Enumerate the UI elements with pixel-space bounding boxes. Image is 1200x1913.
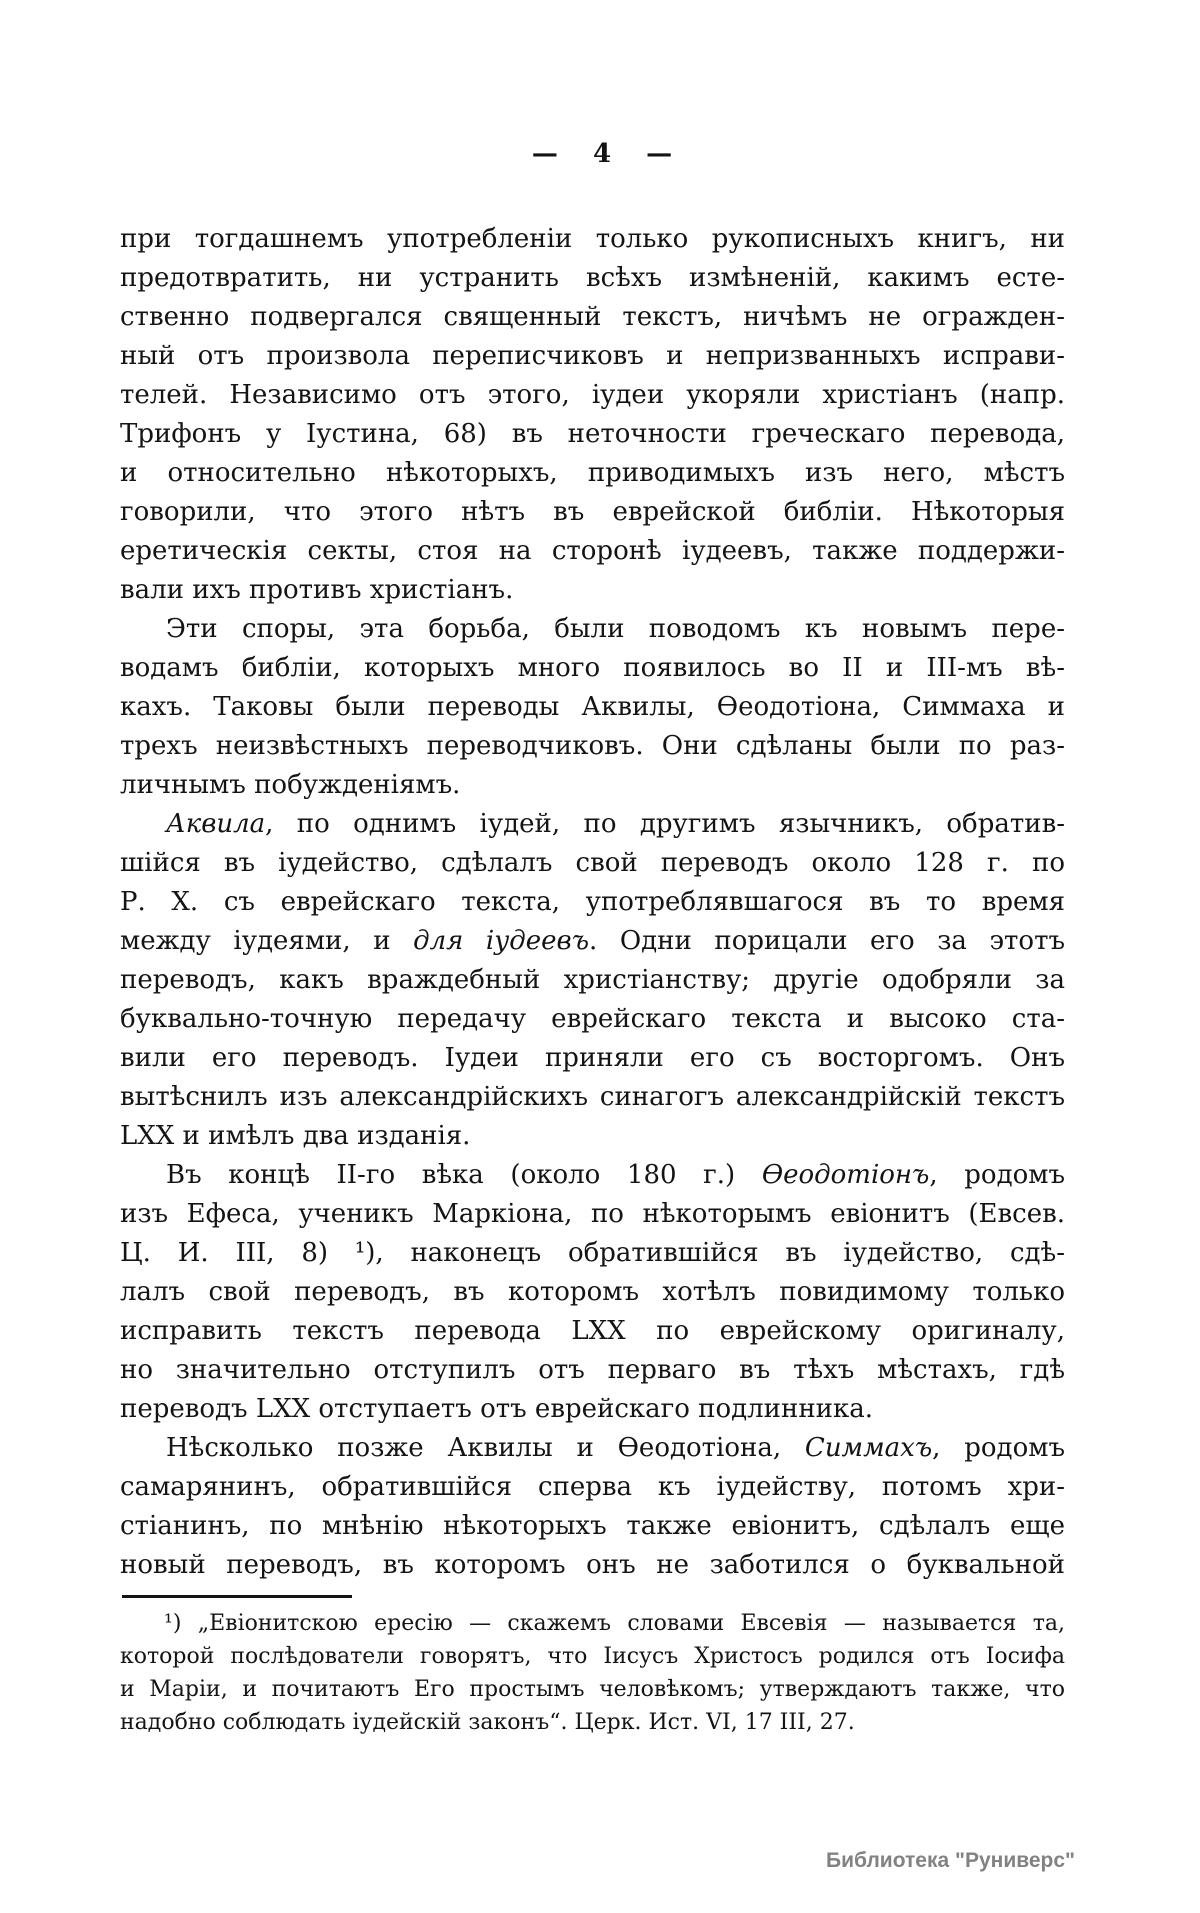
text-line: личнымъ побужденіямъ. bbox=[120, 770, 461, 800]
text-line: исправить текстъ перевода LXX по еврейскому оригиналу, bbox=[120, 1316, 1065, 1346]
text-segment: , родомъ bbox=[929, 1160, 1065, 1190]
footnote-line: и Маріи, и почитаютъ Его простымъ человѣкомъ; утверждаютъ также, что bbox=[120, 1677, 1065, 1702]
footnote-line: надобно соблюдать іудейскій законъ“. Церк. Ист. VI, 17 III, 27. bbox=[120, 1710, 855, 1735]
text-line: но значительно отступилъ отъ перваго въ тѣхъ мѣстахъ, гдѣ bbox=[120, 1355, 1065, 1385]
text-line: вытѣснилъ изъ александрійскихъ синагогъ александрійскій текстъ bbox=[120, 1082, 1065, 1112]
text-line: еретическія секты, стоя на сторонѣ іудеевъ, также поддержи- bbox=[120, 536, 1065, 566]
paragraph-3 bbox=[120, 805, 1065, 1156]
text-line: говорили, что этого нѣтъ въ еврейской библіи. Нѣкоторыя bbox=[120, 497, 1065, 527]
italic-term: для іудеевъ bbox=[413, 926, 590, 956]
text-line: Ц. И. III, 8) ¹), наконецъ обратившійся въ іудейство, сдѣ- bbox=[120, 1238, 1065, 1268]
text-segment: , по однимъ іудей, по другимъ язычникъ, обратив- bbox=[265, 809, 1065, 839]
text-segment: Нѣсколько позже Аквилы и Ѳеодотіона, bbox=[166, 1433, 805, 1463]
italic-term: Ѳеодотіонъ bbox=[761, 1160, 930, 1190]
text-line bbox=[120, 922, 1065, 961]
text-line: водамъ библіи, которыхъ много появилось во II и III-мъ вѣ- bbox=[120, 653, 1065, 683]
text-segment: , родомъ bbox=[932, 1433, 1065, 1463]
library-watermark: Библиотека "Руниверс" bbox=[826, 1849, 1076, 1872]
italic-term: Аквила bbox=[166, 809, 266, 839]
text-line bbox=[120, 1429, 1065, 1468]
text-line bbox=[120, 1156, 1065, 1195]
text-line: трехъ неизвѣстныхъ переводчиковъ. Они сдѣланы были по раз- bbox=[120, 731, 1065, 761]
page-number: — 4 — bbox=[531, 139, 674, 169]
footnote-line: ¹) „Евіонитскою ересію — скажемъ словами Евсевія — называется та, bbox=[164, 1611, 1065, 1636]
text-line: при тогдашнемъ употребленіи только рукописныхъ книгъ, ни bbox=[120, 224, 1065, 254]
text-line: LXX и имѣлъ два изданія. bbox=[120, 1121, 471, 1151]
text-line: изъ Ефеса, ученикъ Маркіона, по нѣкоторымъ евіонитъ (Евсев. bbox=[120, 1199, 1065, 1229]
text-segment: между іудеями, и bbox=[120, 926, 414, 956]
text-segment: . Одни порицали его за этотъ bbox=[589, 926, 1066, 956]
text-line: стіанинъ, по мнѣнію нѣкоторыхъ также евіонитъ, сдѣлалъ еще bbox=[120, 1511, 1065, 1541]
text-line: Эти споры, эта борьба, были поводомъ къ новымъ пере- bbox=[166, 614, 1065, 644]
text-line: предотвратить, ни устранить всѣхъ измѣненій, какимъ есте- bbox=[120, 263, 1065, 293]
text-line: вили его переводъ. Іудеи приняли его съ восторгомъ. Онъ bbox=[120, 1043, 1065, 1073]
text-line: и относительно нѣкоторыхъ, приводимыхъ изъ него, мѣстъ bbox=[120, 458, 1065, 488]
text-line: лалъ свой переводъ, въ которомъ хотѣлъ повидимому только bbox=[120, 1277, 1065, 1307]
text-line: шійся въ іудейство, сдѣлалъ свой переводъ около 128 г. по bbox=[120, 848, 1065, 878]
text-line: кахъ. Таковы были переводы Аквилы, Ѳеодотіона, Симмаха и bbox=[120, 692, 1065, 722]
text-line: Р. Х. съ еврейскаго текста, употреблявшагося въ то время bbox=[120, 887, 1065, 917]
text-line: вали ихъ противъ христіанъ. bbox=[120, 575, 514, 605]
footnote-separator bbox=[122, 1595, 352, 1598]
text-line: новый переводъ, въ которомъ онъ не заботился о буквальной bbox=[120, 1550, 1065, 1580]
footnote bbox=[120, 1607, 1065, 1739]
text-line: телей. Независимо отъ этого, іудеи укоряли христіанъ (напр. bbox=[120, 380, 1065, 410]
paragraph-1 bbox=[120, 220, 1065, 610]
text-line bbox=[120, 805, 1065, 844]
text-line: ный отъ произвола переписчиковъ и непризванныхъ исправи- bbox=[120, 341, 1065, 371]
text-line: переводъ LXX отступаетъ отъ еврейскаго подлинника. bbox=[120, 1394, 874, 1424]
text-line: самарянинъ, обратившійся сперва къ іудейству, потомъ хри- bbox=[120, 1472, 1065, 1502]
text-line: переводъ, какъ враждебный христіанству; другіе одобряли за bbox=[120, 965, 1065, 995]
text-line: буквально-точную передачу еврейскаго текста и высоко ста- bbox=[120, 1004, 1065, 1034]
paragraph-4 bbox=[120, 1156, 1065, 1429]
text-line: ственно подвергался священный текстъ, ничѣмъ не огражден- bbox=[120, 302, 1065, 332]
text-line: Трифонъ у Іустина, 68) въ неточности греческаго перевода, bbox=[120, 419, 1065, 449]
footnote-line: которой послѣдователи говорятъ, что Іисусъ Христосъ родился отъ Іосифа bbox=[120, 1644, 1065, 1669]
paragraph-5 bbox=[120, 1429, 1065, 1585]
italic-term: Симмахъ bbox=[804, 1433, 933, 1463]
body-text bbox=[120, 220, 1065, 1585]
text-segment: Въ концѣ II-го вѣка (около 180 г.) bbox=[166, 1160, 762, 1190]
paragraph-2 bbox=[120, 610, 1065, 805]
